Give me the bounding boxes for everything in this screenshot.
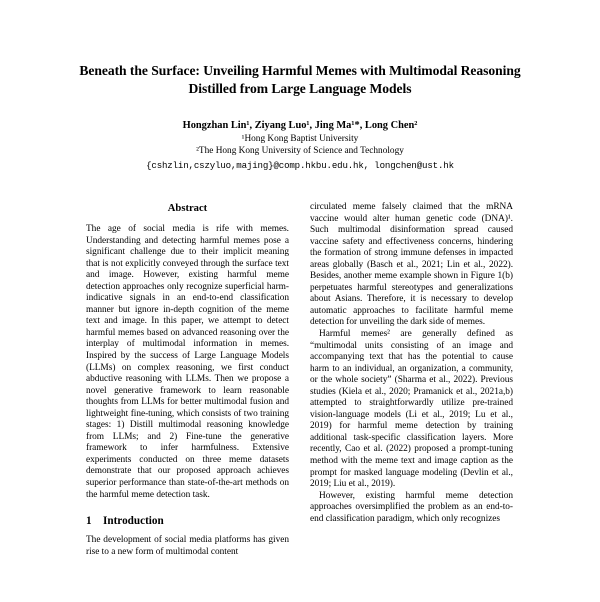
introduction-paragraph: The development of social media platforms has given rise to a new form of multimodal content [86, 535, 289, 557]
right-paragraph-1: circulated meme falsely claimed that the mRNA vaccine would alter human genetic code (DNA)¹. Such multimodal disinformation spread caused vaccine safety and effectiveness concerns, hindering the formation of strong immune defenses in impacted areas globally (Basch et al., 2021; Lin et al., 2022). Besides, another meme example shown in Figure 1(b) perpetuates harmful stereotypes and generalizations about Asians. Therefore, it is necessary to develop automatic approaches to facilitate harmful meme detection for unveiling the dark side of memes. [310, 202, 513, 328]
right-column [310, 202, 513, 602]
affiliation-1: ¹Hong Kong Baptist University [241, 134, 359, 145]
affiliation-2: ²The Hong Kong University of Science and Technology [196, 146, 404, 157]
abstract-heading: Abstract [167, 203, 208, 214]
title-block [0, 0, 600, 172]
section-heading-introduction [86, 515, 289, 528]
page-title: Beneath the Surface: Unveiling Harmful Memes with Multimodal Reasoning Distilled from Large Language Models [79, 63, 521, 96]
abstract-paragraph: The age of social media is rife with memes. Understanding and detecting harmful memes pose a significant challenge due to their implicit meaning that is not explicitly conveyed through the surface text and image. However, existing harmful meme detection approaches only recognize superficial harm-indicative signals in an end-to-end classification manner but ignore in-depth cognition of the meme text and image. In this paper, we attempt to detect harmful memes based on advanced reasoning over the interplay of multimodal information in memes. Inspired by the success of Large Language Models (LLMs) on complex reasoning, we first conduct abductive reasoning with LLMs. Then we propose a novel generative framework to learn reasonable thoughts from LLMs for better multimodal fusion and lightweight fine-tuning, which consists of two training stages: 1) Distill multimodal reasoning knowledge from LLMs; and 2) Fine-tune the generative framework to infer harmfulness. Extensive experiments conducted on three meme datasets demonstrate that our proposed approach achieves superior performance than state-of-the-art methods on the harmful meme detection task. [86, 224, 289, 500]
author-emails: {cshzlin,cszyluo,majing}@comp.hkbu.edu.hk, longchen@ust.hk [146, 159, 454, 171]
left-column [86, 202, 289, 602]
right-paragraph-3: However, existing harmful meme detection approaches oversimplified the problem as an end-to-end classification paradigm, which only recognizes [310, 490, 513, 524]
section-title: Introduction [103, 515, 164, 528]
section-number: 1 [86, 515, 92, 528]
author-list: Hongzhan Lin¹, Ziyang Luo¹, Jing Ma¹*, Long Chen² [182, 120, 418, 132]
right-paragraph-2: Harmful memes² are generally defined as “multimodal units consisting of an image and accompanying text that has the potential to cause harm to an individual, an organization, a community, or the whole society” (Sharma et al., 2022). Previous studies (Kiela et al., 2020; Pramanick et al., 2021a,b) attempted to straightforwardly utilize pre-trained vision-language models (Li et al., 2019; Lu et al., 2019) for harmful meme detection by training additional task-specific classification layers. More recently, Cao et al. (2022) proposed a prompt-tuning method with the meme text and image caption as the prompt for masked language modeling (Devlin et al., 2019; Liu et al., 2019). [310, 329, 513, 490]
two-column-body [0, 202, 600, 602]
